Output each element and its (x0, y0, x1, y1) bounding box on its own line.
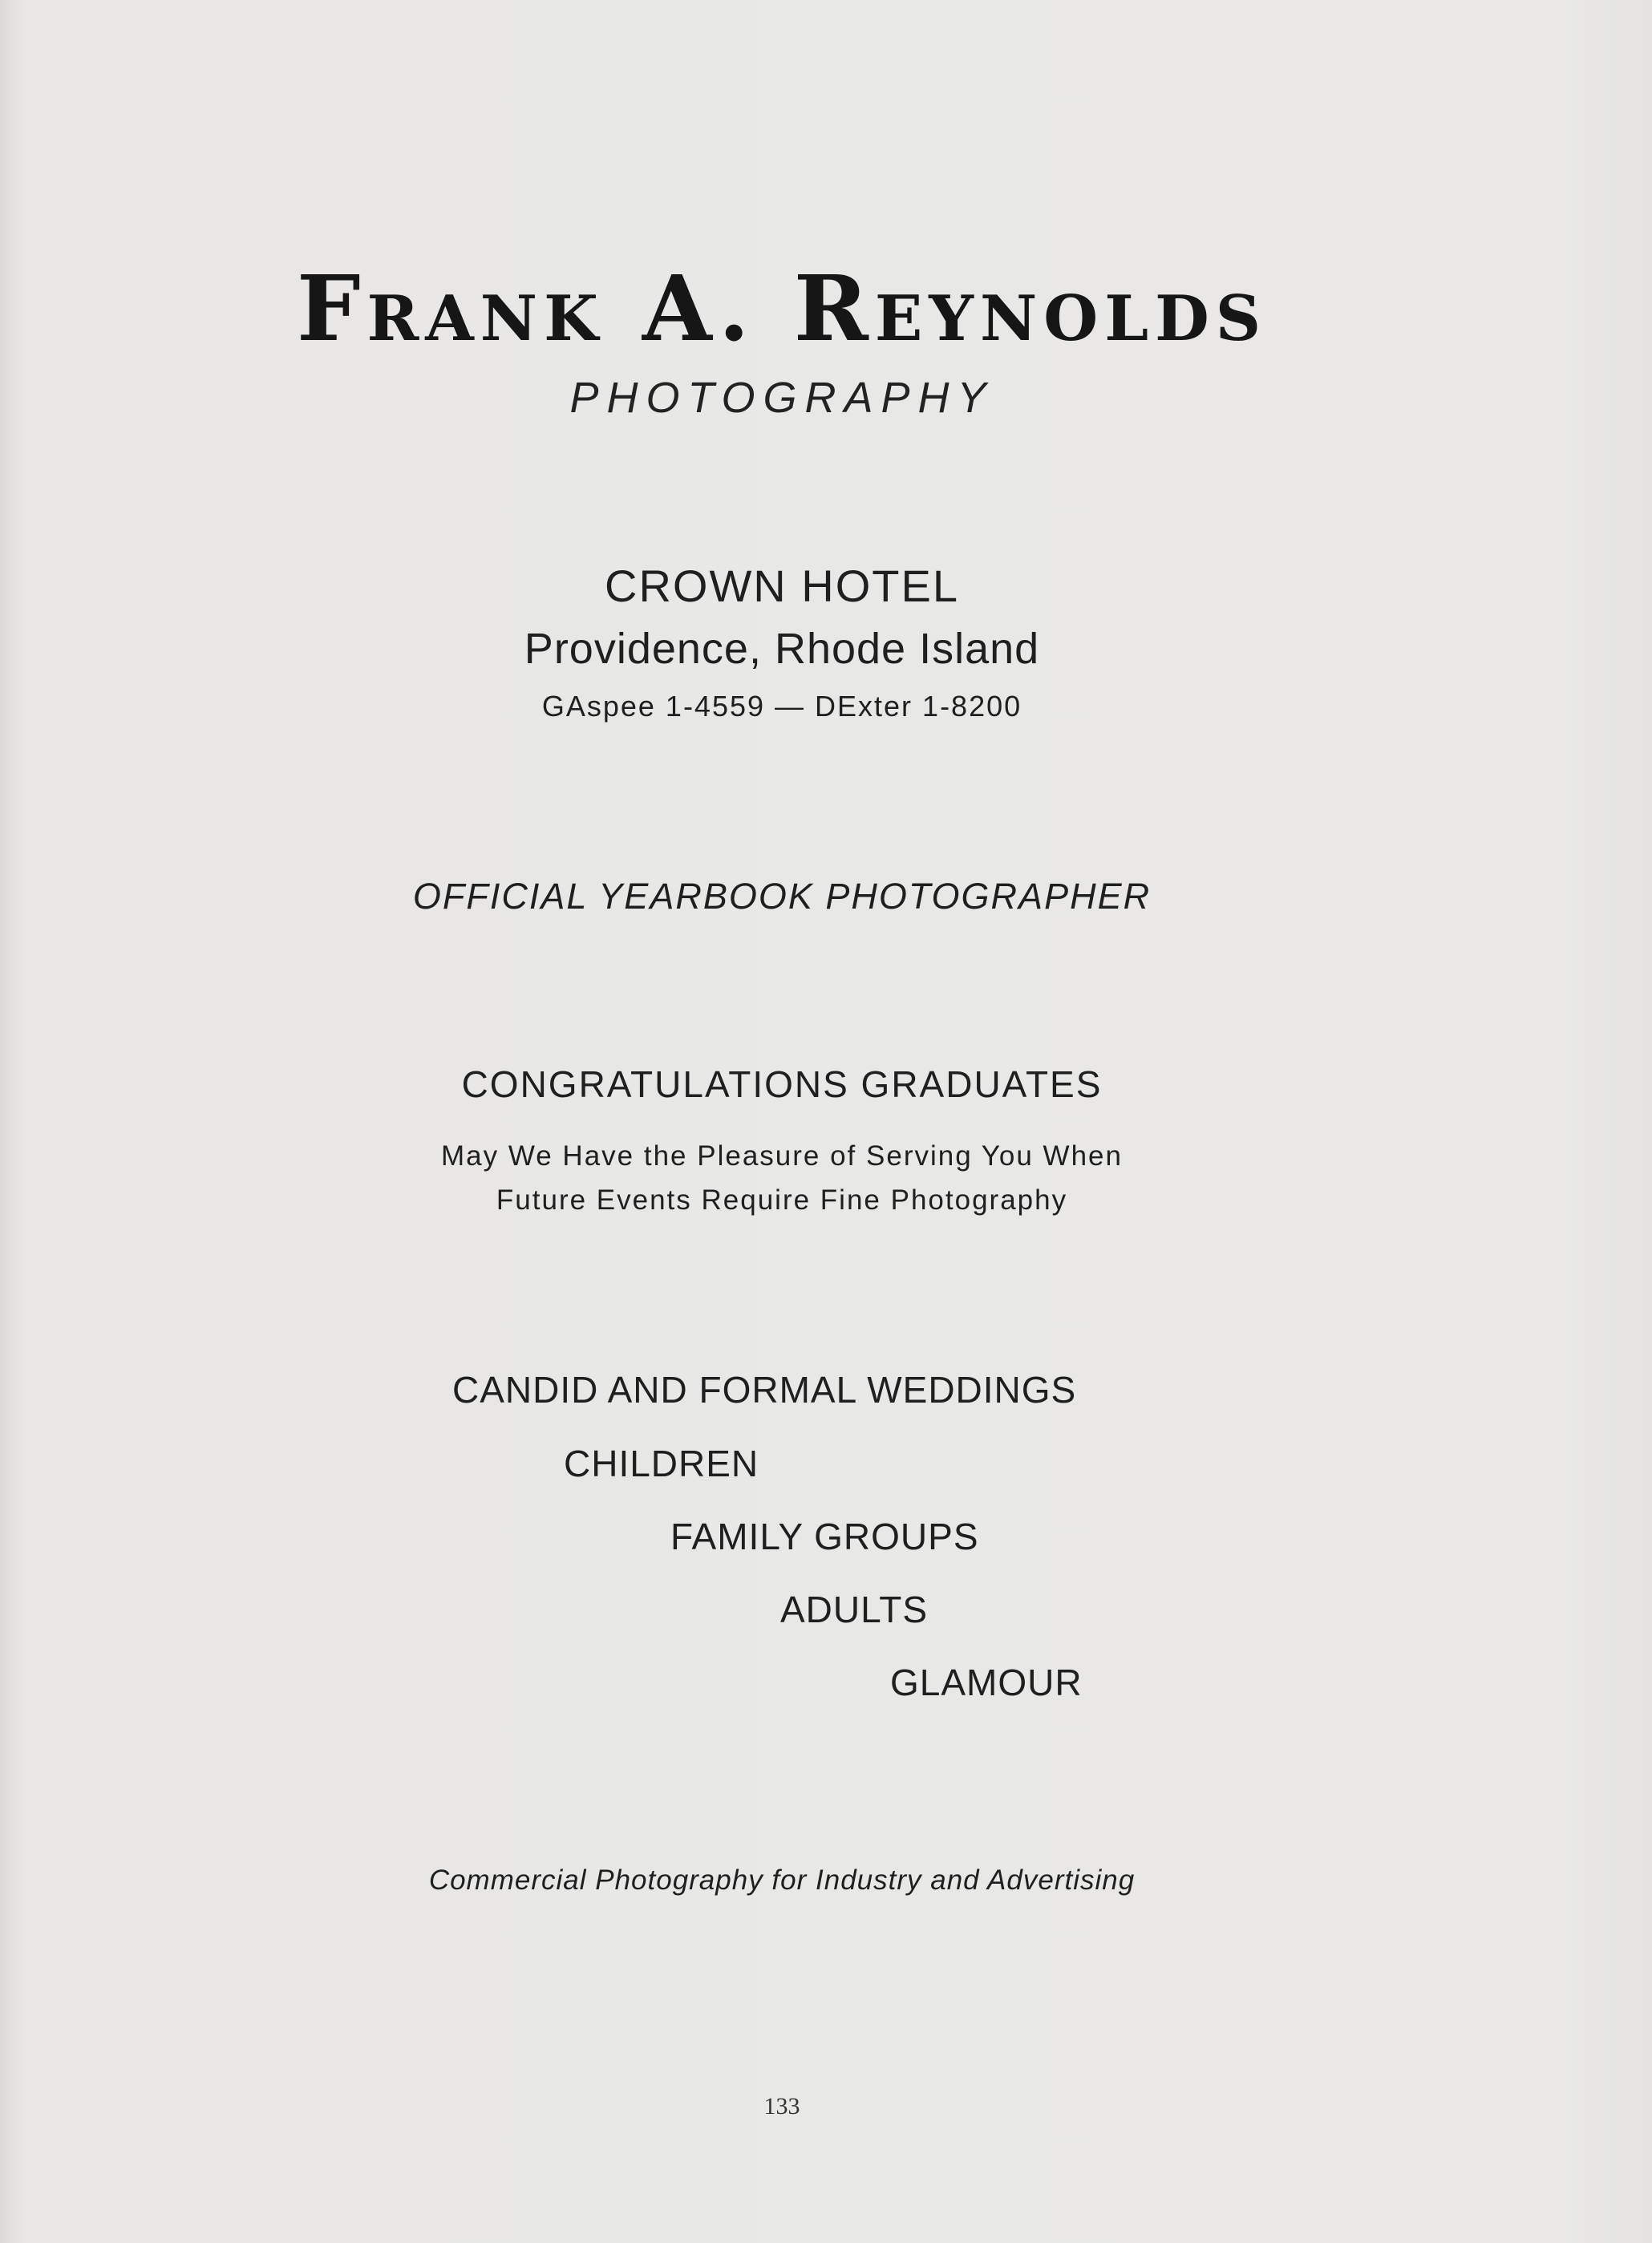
service-item: ADULTS (780, 1589, 929, 1630)
service-item: CANDID AND FORMAL WEDDINGS (452, 1369, 1077, 1411)
congratulations-text-line-1: May We Have the Pleasure of Serving You When (440, 1140, 1123, 1172)
commercial-photography-line: Commercial Photography for Industry and Advertising (428, 1864, 1136, 1896)
address-hotel: CROWN HOTEL (605, 561, 959, 611)
official-photographer-line: OFFICIAL YEARBOOK PHOTOGRAPHER (412, 876, 1152, 917)
service-item: FAMILY GROUPS (670, 1516, 979, 1557)
congratulations-text-line-2: Future Events Require Fine Photography (496, 1184, 1068, 1216)
service-item: GLAMOUR (890, 1662, 1083, 1703)
address-phones: GAspee 1-4559 — DExter 1-8200 (541, 690, 1022, 723)
page-subtitle: PHOTOGRAPHY (569, 374, 994, 422)
page-number: 133 (763, 2093, 800, 2120)
page-title: Frank A. Reynolds (296, 257, 1268, 362)
congratulations-heading: CONGRATULATIONS GRADUATES (461, 1063, 1103, 1105)
service-item: CHILDREN (564, 1443, 759, 1484)
address-city: Providence, Rhode Island (524, 625, 1040, 673)
